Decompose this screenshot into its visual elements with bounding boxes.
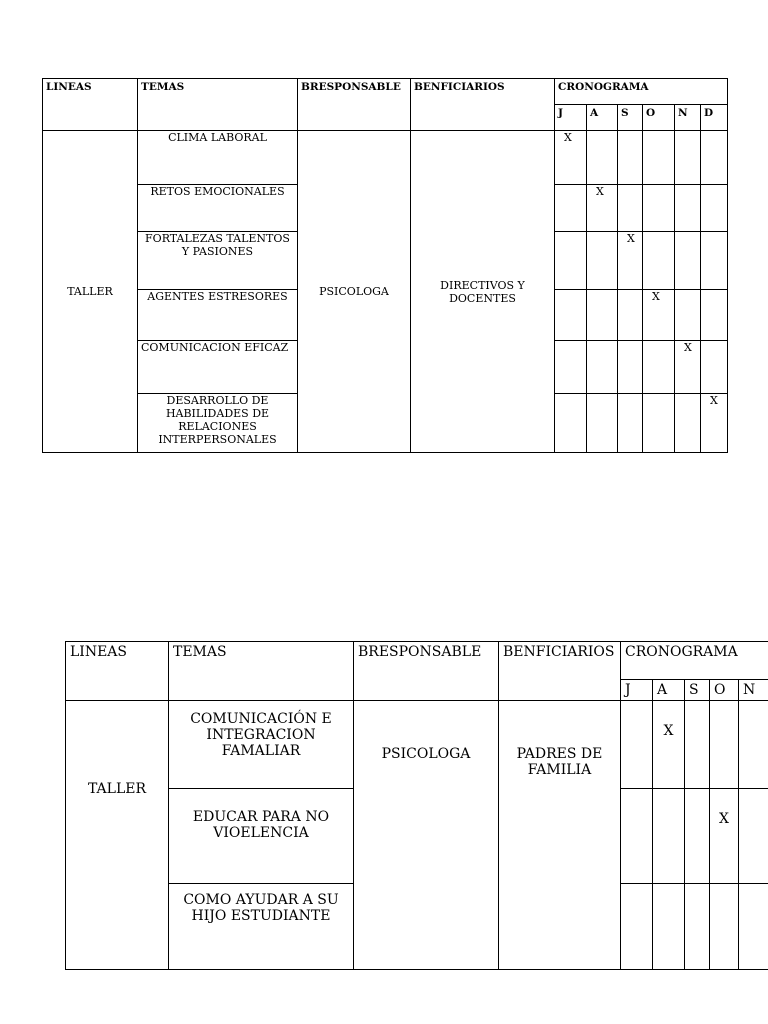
beneficiarios-cell: DIRECTIVOS Y DOCENTES xyxy=(411,131,555,453)
month-header: N xyxy=(739,680,768,701)
plan-table-directivos xyxy=(42,78,728,453)
linea-cell: TALLER xyxy=(66,701,169,970)
plan-table-padres xyxy=(65,641,768,970)
schedule-mark: X xyxy=(587,185,618,232)
header-cronograma: CRONOGRAMA xyxy=(621,642,768,680)
tema-cell: CLIMA LABORAL xyxy=(138,131,298,185)
schedule-mark: X xyxy=(653,701,685,789)
linea-cell: TALLER xyxy=(43,131,138,453)
beneficiarios-cell: PADRES DE FAMILIA xyxy=(499,701,621,970)
schedule-mark: X xyxy=(675,341,701,394)
schedule-mark: X xyxy=(701,394,728,453)
tema-cell: COMUNICACIÓN E INTEGRACION FAMALIAR xyxy=(169,701,354,789)
tema-cell: EDUCAR PARA NO VIOELENCIA xyxy=(169,789,354,884)
header-temas: TEMAS xyxy=(169,642,354,701)
month-header: N xyxy=(675,105,701,131)
header-beneficiarios: BENFICIARIOS xyxy=(411,79,555,131)
tema-cell: COMUNICACION EFICAZ xyxy=(138,341,298,394)
responsable-cell: PSICOLOGA xyxy=(298,131,411,453)
tema-cell: COMO AYUDAR A SU HIJO ESTUDIANTE xyxy=(169,884,354,970)
schedule-mark: X xyxy=(618,232,643,290)
header-responsable: BRESPONSABLE xyxy=(298,79,411,131)
header-temas: TEMAS xyxy=(138,79,298,131)
tema-cell: DESARROLLO DE HABILIDADES DE RELACIONES INTERPERSONALES xyxy=(138,394,298,453)
schedule-mark: X xyxy=(555,131,587,185)
header-responsable: BRESPONSABLE xyxy=(354,642,499,701)
tema-cell: FORTALEZAS TALENTOS Y PASIONES xyxy=(138,232,298,290)
schedule-mark: X xyxy=(643,290,675,341)
month-header: S xyxy=(618,105,643,131)
month-header: O xyxy=(710,680,739,701)
header-cronograma: CRONOGRAMA xyxy=(555,79,728,105)
month-header: A xyxy=(587,105,618,131)
header-beneficiarios: BENFICIARIOS xyxy=(499,642,621,701)
month-header: D xyxy=(701,105,728,131)
header-lineas: LINEAS xyxy=(66,642,169,701)
responsable-cell: PSICOLOGA xyxy=(354,701,499,970)
month-header: A xyxy=(653,680,685,701)
month-header: J xyxy=(555,105,587,131)
month-header: J xyxy=(621,680,653,701)
schedule-mark: X xyxy=(710,789,739,884)
header-lineas: LINEAS xyxy=(43,79,138,131)
month-header: O xyxy=(643,105,675,131)
tema-cell: AGENTES ESTRESORES xyxy=(138,290,298,341)
month-header: S xyxy=(685,680,710,701)
tema-cell: RETOS EMOCIONALES xyxy=(138,185,298,232)
